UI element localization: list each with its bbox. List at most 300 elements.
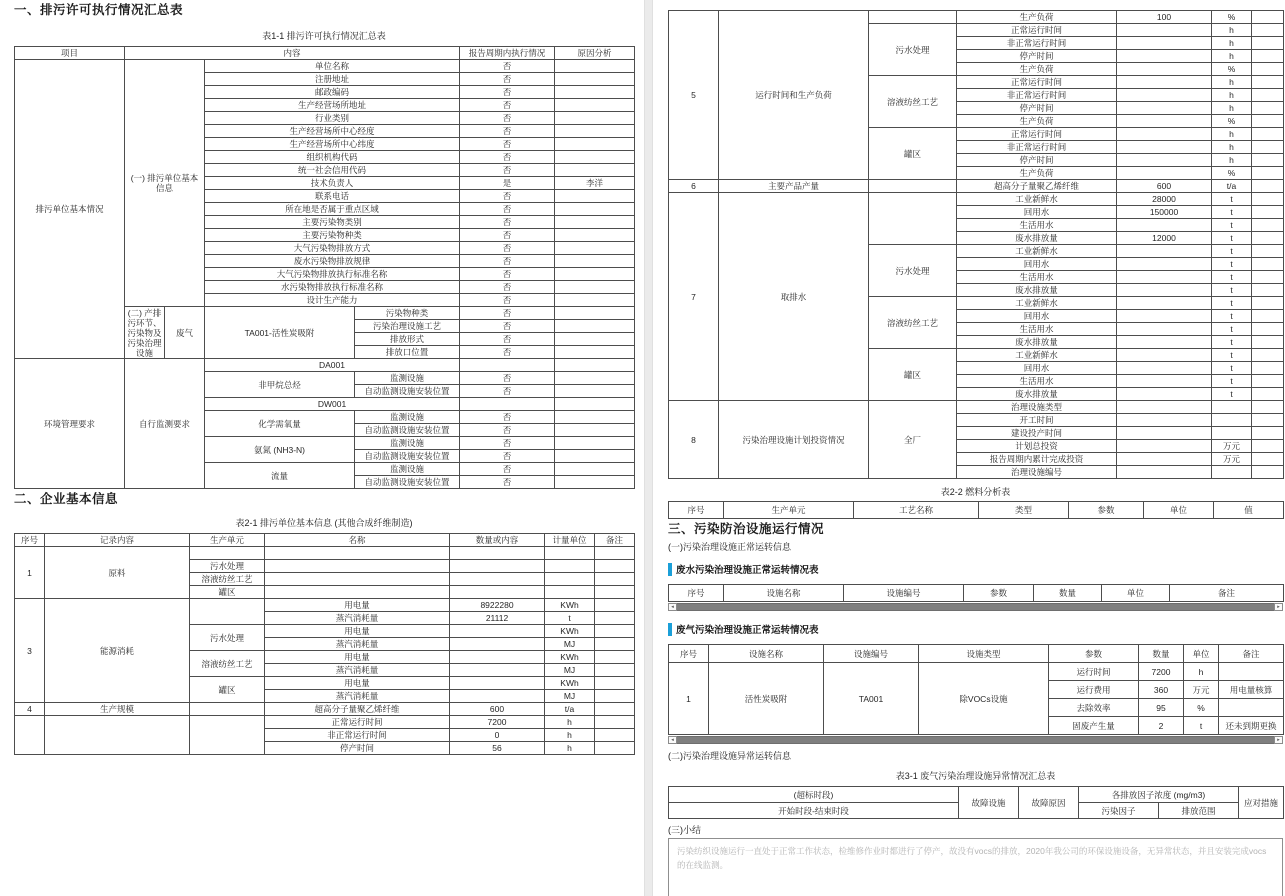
table-cell: 否 [460,268,555,281]
table-cell: MJ [545,638,595,651]
table-cell: 生产单元 [190,534,265,547]
table-cell: 化学需氧量 [205,411,355,437]
table-cell: % [1184,699,1219,717]
table-cell: 工业新鲜水 [957,349,1117,362]
table-cell: 360 [1139,681,1184,699]
table-cell: 行业类别 [205,112,460,125]
table-cell [1252,414,1284,427]
table-cell: t [1212,232,1252,245]
table-cell: 生活用水 [957,219,1117,232]
subsection-3-label: (三)小结 [668,825,701,835]
table-cell [1117,336,1212,349]
table-cell: (二) 产排污环节、污染物及污染治理设施 [125,307,165,359]
table-cell: 治理设施编号 [957,466,1117,479]
table-cell: h [545,729,595,742]
table-cell [545,586,595,599]
table-cell: 3 [15,599,45,703]
horizontal-scrollbar[interactable] [668,603,1283,611]
table-cell [1117,245,1212,258]
table-cell: 设施名称 [724,585,844,602]
wastewater-table-title-row [668,562,1283,576]
table-cell [555,112,635,125]
table-cell: 项目 [15,47,125,60]
table-cell [555,125,635,138]
table-cell [1117,37,1212,50]
table-cell: 设施编号 [844,585,964,602]
table-cell: t [1212,323,1252,336]
table-cell [450,638,545,651]
table-cell: 自动监测设施安装位置 [355,424,460,437]
table-cell [1252,453,1284,466]
accent-bar-icon [668,563,672,576]
table-cell [1117,349,1212,362]
table-cell [1252,63,1284,76]
table-cell [869,180,957,193]
table-cell: 溶液纺丝工艺 [190,651,265,677]
table-cell: 还未到期更换 [1219,717,1284,735]
table-cell: 100 [1117,11,1212,24]
table-cell: 2 [1139,717,1184,735]
table-cell: 回用水 [957,258,1117,271]
table-cell: 否 [460,463,555,476]
table-cell: 所在地是否属于重点区域 [205,203,460,216]
table-cell [555,359,635,372]
table-cell: t [1212,349,1252,362]
table-cell [1212,427,1252,440]
table-cell: 内容 [125,47,460,60]
table-cell: 停产时间 [957,154,1117,167]
table-cell: t [1212,193,1252,206]
table-cell [1252,206,1284,219]
table-cell [595,612,635,625]
table-cell: 溶液纺丝工艺 [869,76,957,128]
table-cell [1252,388,1284,401]
table-cell [450,664,545,677]
table-cell: t [1212,310,1252,323]
table-cell: h [1212,154,1252,167]
table-cell [1252,141,1284,154]
table-cell: (超标时段) [669,787,959,803]
table-cell: 罐区 [869,349,957,401]
table-cell [1117,219,1212,232]
table-cell: 用电量 [265,651,450,664]
summary-textarea[interactable]: 污染纺织设施运行一直处于正常工作状态，检维修作业时都进行了停产，故没有vocs的排放，2020年我公司的环保设施设备，无异常状态，并且安装完成vocs的在线监测。 [668,838,1283,896]
table-cell: 1 [15,547,45,599]
table-cell [1252,466,1284,479]
table-cell [1117,440,1212,453]
table-cell: 单位 [1102,585,1170,602]
table-cell: TA001-活性炭吸附 [205,307,355,359]
table-cell [1252,349,1284,362]
table-cell [555,372,635,385]
table-cell [265,586,450,599]
table-cell [1252,167,1284,180]
table-cell: h [1212,102,1252,115]
table-cell [1252,37,1284,50]
wastewater-table-title: 废水污染治理设施正常运转情况表 [676,565,819,576]
table-cell [1252,245,1284,258]
table-cell: 主要污染物种类 [205,229,460,242]
table-cell [555,307,635,320]
table-cell: 废水排放量 [957,388,1117,401]
table-cell: 超高分子量聚乙烯纤维 [957,180,1117,193]
table-cell [1117,24,1212,37]
table-cell: 污染物种类 [355,307,460,320]
table-cell: 1 [669,663,709,735]
table-cell [595,547,635,560]
table-cell [1252,310,1284,323]
wastegas-normal-operation-table [668,644,1283,735]
table-cell: 回用水 [957,310,1117,323]
scroll-right-button[interactable]: ▸ [1274,736,1283,744]
section-3-heading: 三、污染防治设施运行情况 [668,522,825,536]
table-cell [190,703,265,716]
table-cell: 用电量 [265,677,450,690]
table-cell: 生产单元 [724,502,854,519]
table-cell: h [545,742,595,755]
table-cell: 蒸汽消耗量 [265,690,450,703]
table-cell [1252,284,1284,297]
table-cell: MJ [545,664,595,677]
table-cell: t [1212,206,1252,219]
table-cell: 否 [460,190,555,203]
table-cell [1117,128,1212,141]
table-cell: 废气 [165,307,205,359]
table-cell: 全厂 [869,401,957,479]
table-cell: 大气污染物排放执行标准名称 [205,268,460,281]
table-cell: 工业新鲜水 [957,297,1117,310]
table-cell: 否 [460,424,555,437]
table-cell [555,476,635,489]
table-cell: 环境管理要求 [15,359,125,489]
table-cell [1252,427,1284,440]
table-cell [1117,388,1212,401]
table-cell: t [545,612,595,625]
table-cell: 否 [460,151,555,164]
table-2-1 [14,533,634,755]
table-cell: 150000 [1117,206,1212,219]
table-cell: 生产经营场所中心纬度 [205,138,460,151]
table-cell: 非正常运行时间 [265,729,450,742]
scrollbar-track[interactable] [677,736,1274,744]
table-cell: 自动监测设施安装位置 [355,450,460,463]
table-cell [450,573,545,586]
table-cell [1252,258,1284,271]
table-cell: 故障设施 [959,787,1019,819]
table-cell [555,151,635,164]
table-cell: 废水排放量 [957,284,1117,297]
table-3-1-caption: 表3-1 废气污染治理设施异常情况汇总表 [895,771,1056,781]
table-cell [555,203,635,216]
table-cell [595,690,635,703]
table-cell: t [1212,219,1252,232]
table-cell: 生产负荷 [957,63,1117,76]
table-cell: 否 [460,229,555,242]
table-cell: 生产负荷 [957,11,1117,24]
section-2-heading: 二、企业基本信息 [14,492,119,506]
wastegas-table-title-row [668,622,1283,636]
table-cell [555,229,635,242]
table-cell: (一) 排污单位基本信息 [125,60,205,307]
table-cell [1117,310,1212,323]
table-cell: 计划总投资 [957,440,1117,453]
table-cell: 备注 [1170,585,1284,602]
table-cell [555,138,635,151]
table-cell [595,703,635,716]
table-cell: 否 [460,255,555,268]
table-cell [190,547,265,560]
table-cell: 污水处理 [869,245,957,297]
table-cell: DA001 [205,359,460,372]
table-cell: 5 [669,11,719,180]
table-cell: 污染治理设施工艺 [355,320,460,333]
table-cell: KWh [545,599,595,612]
table-cell: 除VOCs设施 [919,663,1049,735]
table-cell [1117,323,1212,336]
table-cell: 排放口位置 [355,346,460,359]
table-cell: 生产负荷 [957,167,1117,180]
table-cell: 28000 [1117,193,1212,206]
table-cell: 8922280 [450,599,545,612]
table-cell: MJ [545,690,595,703]
table-cell: 水污染物排放执行标准名称 [205,281,460,294]
table-cell: h [1212,128,1252,141]
table-cell [1252,128,1284,141]
table-cell: 原因分析 [555,47,635,60]
table-cell: h [1184,663,1219,681]
table-cell: 自动监测设施安装位置 [355,385,460,398]
table-cell: 监测设施 [355,411,460,424]
table-2-1-continued-grid [668,10,1284,479]
table-cell: 主要产品产量 [719,180,869,193]
table-cell: 参数 [964,585,1034,602]
table-cell: 600 [450,703,545,716]
table-cell: 备注 [595,534,635,547]
table-cell: 排污单位基本情况 [15,60,125,359]
table-cell: 否 [460,437,555,450]
table-cell: 非正常运行时间 [957,89,1117,102]
table-cell: 废水污染物排放规律 [205,255,460,268]
table-cell [595,625,635,638]
table-cell: 流量 [205,463,355,489]
table-cell: 停产时间 [957,50,1117,63]
table-cell: 否 [460,112,555,125]
table-cell: 21112 [450,612,545,625]
table-cell [190,716,265,755]
table-cell: 否 [460,385,555,398]
wastewater-normal-operation-table-grid [668,584,1284,602]
table-cell: 否 [460,138,555,151]
table-cell [1252,11,1284,24]
table-cell: 停产时间 [957,102,1117,115]
table-2-2-fuel-analysis [668,501,1283,519]
table-cell: 数量或内容 [450,534,545,547]
table-cell [1117,258,1212,271]
table-cell: 溶液纺丝工艺 [869,297,957,349]
table-cell: 非甲烷总烃 [205,372,355,398]
table-cell: 设施类型 [919,645,1049,663]
table-cell [1252,24,1284,37]
table-cell: % [1212,63,1252,76]
table-cell [595,742,635,755]
table-cell: 活性炭吸附 [709,663,824,735]
table-cell: 类型 [979,502,1069,519]
table-cell: t [1212,284,1252,297]
table-cell: 8 [669,401,719,479]
table-cell: t/a [545,703,595,716]
table-cell [555,346,635,359]
table-cell: 取排水 [719,193,869,401]
table-cell: 正常运行时间 [265,716,450,729]
table-cell: 否 [460,60,555,73]
table-cell: 运行费用 [1049,681,1139,699]
table-cell [1117,102,1212,115]
table-cell [450,690,545,703]
table-cell: 大气污染物排放方式 [205,242,460,255]
table-cell: t [1212,375,1252,388]
table-cell: 非正常运行时间 [957,141,1117,154]
table-cell: 排放形式 [355,333,460,346]
table-1-1-caption: 表1-1 排污许可执行情况汇总表 [262,31,386,41]
table-cell: 56 [450,742,545,755]
table-cell: 序号 [669,585,724,602]
table-cell [45,716,190,755]
table-cell: 罐区 [190,677,265,703]
table-cell: % [1212,167,1252,180]
table-cell: 设计生产能力 [205,294,460,307]
table-cell: 监测设施 [355,372,460,385]
table-cell [555,385,635,398]
table-cell: 污水处理 [869,24,957,76]
table-cell: t [1212,362,1252,375]
horizontal-scrollbar[interactable] [668,736,1283,744]
subsection-1-label: (一)污染治理设施正常运转信息 [668,542,791,552]
table-cell [1117,297,1212,310]
table-cell: 否 [460,333,555,346]
table-cell [1117,401,1212,414]
table-cell [1252,362,1284,375]
table-cell: h [1212,37,1252,50]
table-cell: 否 [460,346,555,359]
table-cell [450,677,545,690]
table-2-2-caption: 表2-2 燃料分析表 [940,487,1011,497]
table-cell: h [1212,89,1252,102]
table-cell [1117,427,1212,440]
table-cell [1252,89,1284,102]
table-cell [1252,232,1284,245]
table-cell: 生产经营场所中心经度 [205,125,460,138]
table-cell: 统一社会信用代码 [205,164,460,177]
table-cell [1252,271,1284,284]
table-cell: 是 [460,177,555,190]
table-cell [1252,76,1284,89]
table-cell: 备注 [1219,645,1284,663]
table-cell: 运行时间 [1049,663,1139,681]
table-cell: 7200 [1139,663,1184,681]
table-cell [555,281,635,294]
table-cell [1252,375,1284,388]
table-cell: t [1212,388,1252,401]
table-cell: 开工时间 [957,414,1117,427]
table-cell [595,573,635,586]
table-cell: h [1212,141,1252,154]
table-cell [555,424,635,437]
table-cell [1117,50,1212,63]
page-right [653,0,1285,896]
table-cell: 能源消耗 [45,599,190,703]
table-cell: 溶液纺丝工艺 [190,573,265,586]
table-cell: KWh [545,677,595,690]
table-cell: 数量 [1139,645,1184,663]
accent-bar-icon [668,623,672,636]
table-cell [555,411,635,424]
table-cell: KWh [545,651,595,664]
table-cell: 0 [450,729,545,742]
table-cell: t [1212,245,1252,258]
table-cell: 监测设施 [355,437,460,450]
scroll-left-button[interactable]: ◂ [668,603,677,611]
table-cell [265,573,450,586]
table-cell: 生产经营场所地址 [205,99,460,112]
table-cell [460,398,555,411]
table-cell: % [1212,11,1252,24]
table-cell: 报告周期内执行情况 [460,47,555,60]
table-cell [450,625,545,638]
table-cell [555,86,635,99]
table-cell: 超高分子量聚乙烯纤维 [265,703,450,716]
table-cell: 否 [460,99,555,112]
table-cell: 否 [460,476,555,489]
table-cell [1117,375,1212,388]
table-cell: 开始时段-结束时段 [669,803,959,819]
table-cell [1252,102,1284,115]
table-cell [265,547,450,560]
table-cell: 单位名称 [205,60,460,73]
table-cell: 4 [15,703,45,716]
table-cell: 邮政编码 [205,86,460,99]
table-cell: 原料 [45,547,190,599]
table-3-1-abnormal-summary [668,786,1283,819]
table-cell: 万元 [1212,453,1252,466]
table-cell [1117,466,1212,479]
table-cell [555,190,635,203]
table-cell: 名称 [265,534,450,547]
table-cell: 技术负责人 [205,177,460,190]
scrollbar-track[interactable] [677,603,1274,611]
table-cell [1252,440,1284,453]
table-cell [1117,76,1212,89]
table-cell [595,729,635,742]
table-cell: 序号 [669,502,724,519]
table-cell [1212,466,1252,479]
table-cell: 否 [460,73,555,86]
table-cell: t [1212,336,1252,349]
table-cell [595,586,635,599]
page-divider [644,0,653,896]
table-cell: 用电量 [265,625,450,638]
scroll-left-button[interactable]: ◂ [668,736,677,744]
table-cell: 固废产生量 [1049,717,1139,735]
table-cell [555,73,635,86]
table-cell: 否 [460,216,555,229]
scroll-right-button[interactable]: ▸ [1274,603,1283,611]
table-cell: 否 [460,125,555,138]
table-cell: t/a [1212,180,1252,193]
table-cell [450,586,545,599]
table-cell [1252,219,1284,232]
table-cell: 正常运行时间 [957,76,1117,89]
table-cell [555,294,635,307]
